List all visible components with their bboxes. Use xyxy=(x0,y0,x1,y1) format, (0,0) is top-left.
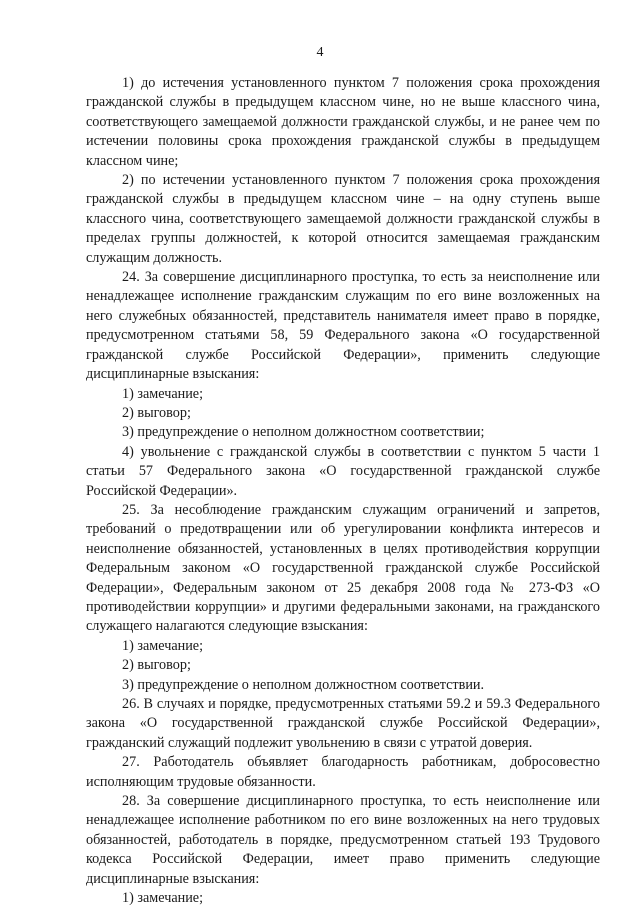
paragraph-25-item-1: 1) замечание; xyxy=(122,637,204,654)
paragraph-28: 28. За совершение дисциплинарного проступка, то есть неисполнение или ненадлежащее исполнение работником по его вине возложенных на него трудовых обязанностей, работодатель в порядке, предусмотренном статьей 193 Трудового кодекса Российской Федерации, имеет право применить следующие дисциплинарные взыскания: xyxy=(86,793,600,887)
paragraph-27: 27. Работодатель объявляет благодарность работникам, добросовестно исполняющим трудовые обязанности. xyxy=(86,754,600,790)
paragraph-26: 26. В случаях и порядке, предусмотренных статьями 59.2 и 59.3 Федерального закона «О государственной гражданской службе Российской Федерации», гражданский служащий подлежит увольнению в связи с утратой доверия. xyxy=(86,696,600,751)
paragraph-23-item-1: 1) до истечения установленного пунктом 7 положения срока прохождения гражданской службы в предыдущем классном чине, но не выше классного чина, соответствующего замещаемой должности гражданской службы, и не ранее чем по истечении половины срока прохождения гражданской службы в предыдущем классном чине; xyxy=(86,75,600,169)
paragraph-25-item-2: 2) выговор; xyxy=(122,657,191,674)
page-number: 4 xyxy=(316,45,324,60)
paragraph-24: 24. За совершение дисциплинарного проступка, то есть за неисполнение или ненадлежащее исполнение гражданским служащим по его вине возложенных на него служебных обязанностей, представитель нанимателя имеет право в порядке, предусмотренном статьями 58, 59 Федерального закона «О государственной гражданской службе Российской Федерации», применить следующие дисциплинарные взыскания: xyxy=(86,269,600,383)
paragraph-25-item-3: 3) предупреждение о неполном должностном соответствии. xyxy=(122,676,485,693)
paragraph-25: 25. За несоблюдение гражданским служащим ограничений и запретов, требований о предотвращении или об урегулировании конфликта интересов и неисполнение обязанностей, установленных в целях противодействия коррупции Федеральным законом «О государственной гражданской службе Российской Федерации», Федеральным законом от 25 декабря 2008 года № 273-ФЗ «О противодействии коррупции» и другими федеральными законами, на гражданского служащего налагаются следующие взыскания: xyxy=(86,501,600,635)
paragraph-23-item-2: 2) по истечении установленного пунктом 7 положения срока прохождения гражданской службы в предыдущем классном чине – на одну ступень выше классного чина, соответствующего замещаемой должности гражданской службы в пределах группы должностей, к которой относится замещаемая гражданским служащим должность. xyxy=(86,172,600,266)
document-body xyxy=(86,74,600,908)
paragraph-24-item-1: 1) замечание; xyxy=(122,385,204,402)
paragraph-28-item-1: 1) замечание; xyxy=(122,890,204,907)
paragraph-24-item-2: 2) выговор; xyxy=(122,404,191,421)
paragraph-24-item-4: 4) увольнение с гражданской службы в соответствии с пунктом 5 части 1 статьи 57 Федерального закона «О государственной гражданской службе Российской Федерации». xyxy=(86,443,600,499)
paragraph-24-item-3: 3) предупреждение о неполном должностном соответствии; xyxy=(122,424,485,441)
